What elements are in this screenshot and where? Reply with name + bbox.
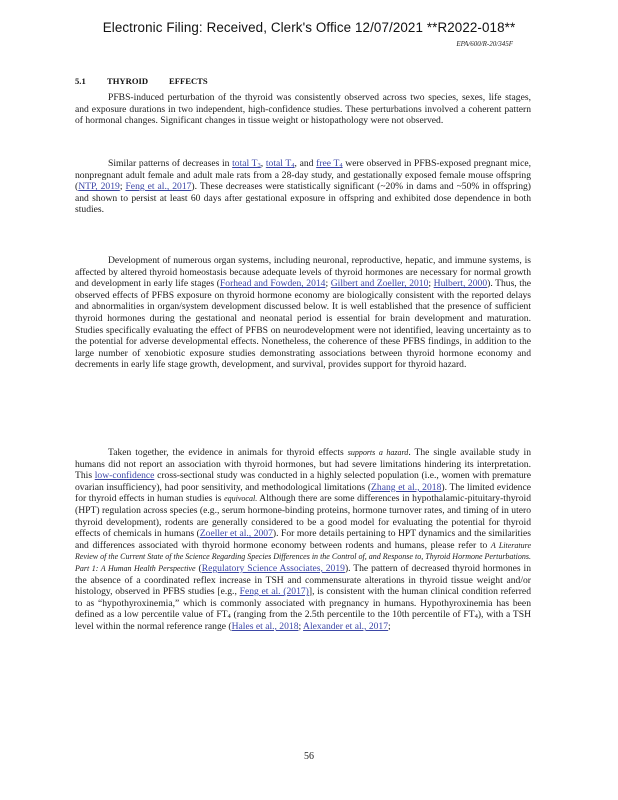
subscript: 4 [474, 613, 478, 621]
page-number: 56 [304, 751, 314, 762]
text-run: , and [294, 158, 317, 169]
text-run: ; [428, 278, 434, 290]
citation-link-feng-2017[interactable]: Feng et al., 2017 [125, 181, 192, 193]
link-low-confidence[interactable]: low-confidence [94, 470, 155, 482]
text-run: ; [325, 278, 331, 290]
text-run: ). The pattern of decreased thyroid hormones in the absence of a coordinated reflex increase in TSH and commensurate alterations in thyroid tissue weight and/or histology, observed in PFBS studies [e.g., [75, 562, 532, 598]
text-run: ( [195, 562, 202, 574]
text-run: ; [119, 181, 126, 193]
citation-link-regulatory-science-2019[interactable]: Regulatory Science Associates, 2019 [201, 562, 345, 574]
paragraph-4 [75, 447, 531, 633]
paragraph-3 [75, 255, 531, 371]
citation-link-alexander-2017[interactable]: Alexander et al., 2017 [303, 620, 389, 632]
italic-term: equivocal. [224, 494, 258, 504]
section-title-word-1: THYROID [107, 76, 149, 86]
text-run: Although there are some differences in hypothalamic-pituitary-thyroid (HPT) regulation across species (e.g., serum hormone-binding proteins, hormone turnover rates, and timing of in utero thyroid development), rodents are generally considered to be a good model for evaluating the potential for thyroid effects of chemicals in humans ( [75, 493, 531, 540]
citation-link-zhang-2018[interactable]: Zhang et al., 2018 [371, 481, 442, 493]
document-id: EPA/600/R-20/345F [456, 40, 513, 48]
paragraph-1-text: PFBS-induced perturbation of the thyroid was consistently observed across two species, sexes, life stages, and exposure durations in two independent, high-confidence studies. These perturbations involved a coherent pattern of hormonal changes. Significant changes in tissue weight or histopathology were not observed. [75, 92, 531, 127]
text-run: . The single available study in humans did not report an association with thyroid hormones, but had severe limitations hindering its interpretation. This [75, 447, 531, 482]
citation-link-feng-2017-b[interactable]: Feng et al. (2017) [239, 586, 309, 598]
link-total-t3[interactable]: total $T_3$ [232, 158, 261, 169]
italic-term: supports a hazard [347, 448, 409, 457]
text-run: ), with a TSH level within the normal reference range ( [75, 609, 531, 632]
paragraph-2 [75, 158, 531, 216]
section-heading [75, 76, 208, 86]
text-run: ). The limited evidence for thyroid effects in human studies is [75, 481, 531, 505]
text-run: were observed in PFBS-exposed pregnant mice, nonpregnant adult female and adult male rats from a 28-day study, and gestationally exposed female mouse offspring ( [75, 158, 531, 193]
citation-link-gilbert-zoeller-2010[interactable]: Gilbert and Zoeller, 2010 [330, 278, 429, 290]
filing-stamp: Electronic Filing: Received, Clerk's Office 12/07/2021 **R2022-018** [102, 20, 516, 35]
text-run: Similar patterns of decreases in [108, 158, 233, 169]
text-run: ; [388, 620, 391, 632]
citation-link-hales-2018[interactable]: Hales et al., 2018 [231, 620, 299, 632]
citation-link-hulbert-2000[interactable]: Hulbert, 2000 [433, 278, 488, 290]
text-run: Taken together, the evidence in animals for thyroid effects [108, 447, 348, 458]
link-free-t4[interactable]: free $T_4$ [316, 158, 343, 169]
text-run: , [260, 158, 266, 169]
link-total-t4[interactable]: total $T_4$ [265, 158, 295, 169]
paragraph-1 [75, 92, 531, 127]
text-run: ], is consistent with the human clinical condition referred to as “hypothyroxinemia,” which is commonly associated with pregnancy in humans. Hypothyroxinemia has been defined as a low percentile value of FT [75, 586, 531, 621]
citation-link-zoeller-2007[interactable]: Zoeller et al., 2007 [199, 528, 273, 540]
citation-link-ntp-2019[interactable]: NTP, 2019 [78, 181, 120, 193]
italic-report-title: A Literature Review of the Current State of the Science Regarding Species Differences in the Control of, and Response to, Thyroid Hormone Perturbations. Part 1: A Human Health Perspective [75, 540, 531, 573]
subscript: 4 [227, 613, 231, 621]
text-run: cross-sectional study was conducted in a highly selected population (i.e., women with premature ovarian insufficiency), had poor sensitivity, and methodological limitations ( [75, 470, 531, 493]
text-run: ; [298, 620, 304, 632]
text-run: Development of numerous organ systems, including neuronal, reproductive, hepatic, and immune systems, is affected by altered thyroid homeostasis because adequate levels of thyroid hormones are necessary for normal growth and development in early life stages ( [75, 255, 531, 290]
section-number: 5.1 [75, 76, 86, 86]
citation-link-forhead-fowden-2014[interactable]: Forhead and Fowden, 2014 [219, 278, 326, 290]
text-run: ). These decreases were statistically significant (~20% in dams and ~50% in offspring) and shown to persist at least 60 days after gestational exposure in offspring and exhibited dose dependence in both studies. [75, 181, 531, 216]
text-run: ). For more details pertaining to HPT dynamics and the similarities and differences associated with thyroid hormone economy between rodents and humans, please refer to [75, 528, 531, 551]
section-title-word-2: EFFECTS [169, 76, 208, 86]
text-run: ). Thus, the observed effects of PFBS exposure on thyroid hormone economy are biologically consistent with the reported delays and abnormalities in organ/system development discussed below. It is well established that the presence of sufficient thyroid hormones during the gestational and neonatal period is essential for brain development and maturation. Studies specifically evaluating the effect of PFBS on neurodevelopment were not identified, leaving uncertainty as to the potential for adverse developmental effects. Nonetheless, the coherence of these PFBS findings, in addition to the large number of xenobiotic exposure studies demonstrating associations between thyroid hormone economy and decrements in early life stage growth, development, and survival, provides support for thyroid hazard. [75, 278, 532, 371]
text-run: (ranging from the 2.5th percentile to the 10th percentile of FT [230, 609, 475, 621]
